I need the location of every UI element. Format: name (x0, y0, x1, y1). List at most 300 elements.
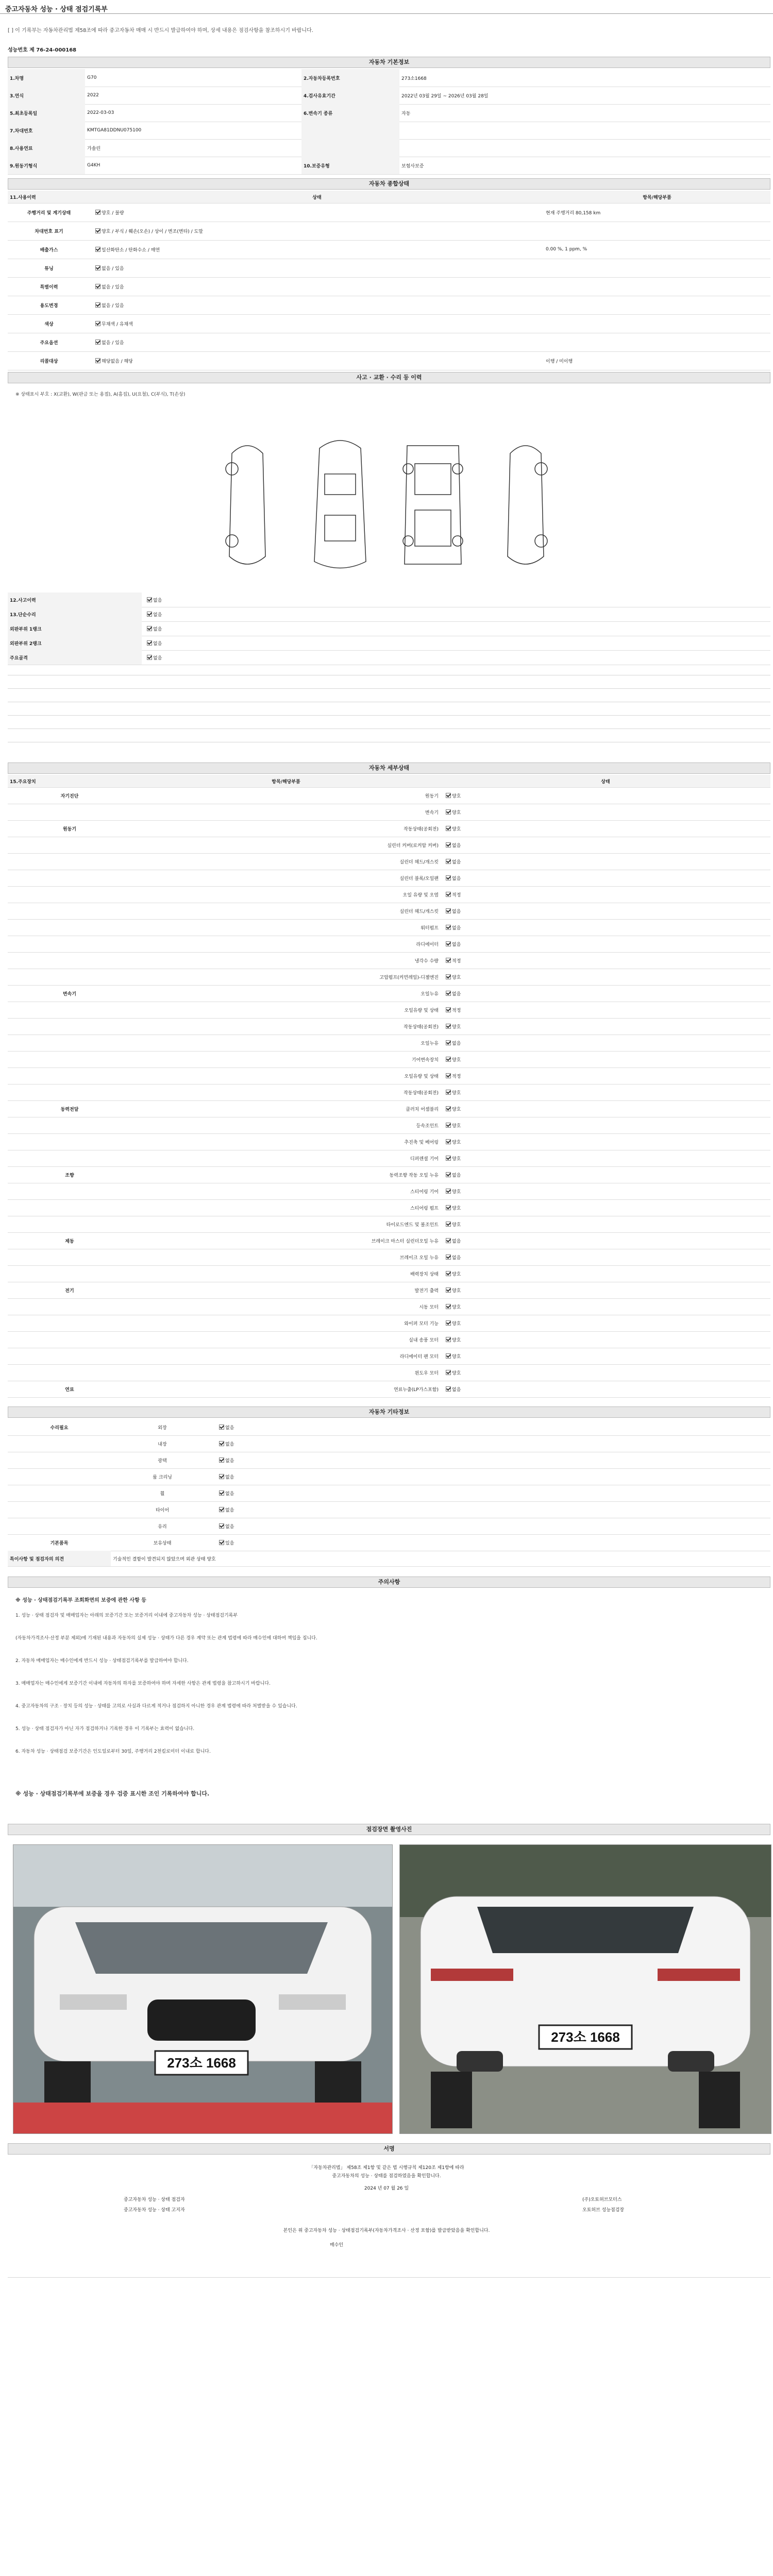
detail-row (8, 1249, 770, 1266)
damage-row (8, 636, 770, 651)
general-item: 주요옵션 (40, 340, 58, 346)
other-row (8, 1501, 770, 1518)
damage-grid-line (8, 688, 770, 689)
detail-state (441, 969, 770, 985)
detail-item: 오일누유 (421, 991, 439, 997)
basic-row (8, 157, 770, 175)
detail-state-text: 없음 (452, 942, 461, 947)
detail-row (8, 1002, 770, 1019)
general-col-1: 11.사용이력 (10, 195, 36, 200)
rear-plate-text: 273소 1668 (551, 2029, 620, 2045)
other-state (214, 1485, 770, 1501)
damage-value (142, 650, 770, 665)
detail-state (441, 1117, 770, 1133)
general-row (8, 240, 770, 259)
detail-row (8, 936, 770, 953)
detail-row (8, 1216, 770, 1233)
damage-grid-line (8, 728, 770, 729)
damage-value-text: 없음 (153, 612, 162, 618)
detail-row (8, 1018, 770, 1035)
detail-category (8, 1035, 131, 1051)
general-row (8, 333, 770, 352)
detail-state (441, 886, 770, 903)
check-icon (446, 1189, 451, 1194)
notes-line: 3. 매매업자는 매수인에게 보증기간 이내에 자동차의 하자를 보증하여야 하며 자세한 사항은 관계 법령을 참고하시기 바랍니다. (15, 1681, 271, 1686)
detail-state (441, 853, 770, 870)
other-category (8, 1501, 111, 1518)
detail-category: 자기진단 (60, 793, 79, 799)
detail-row (8, 919, 770, 936)
check-icon (446, 941, 451, 946)
inspector-name: (주)오토허브모터스 (582, 2197, 622, 2202)
general-state (90, 296, 544, 314)
damage-value (142, 636, 770, 650)
detail-row (8, 1100, 770, 1117)
detail-state-text: 없음 (452, 1173, 461, 1178)
other-state (214, 1518, 770, 1534)
other-item: 내장 (158, 1442, 167, 1447)
check-icon (219, 1540, 224, 1545)
basic-value-2 (399, 122, 770, 139)
certificate-number: 성능번호 제 76-24-000168 (8, 47, 77, 53)
detail-item: 오일누유 (421, 1041, 439, 1046)
detail-row (8, 1381, 770, 1398)
basic-value: 2022 (87, 93, 99, 98)
check-icon (219, 1441, 224, 1446)
detail-category: 원동기 (62, 826, 77, 832)
detail-state-text: 양호 (452, 793, 461, 799)
basic-label-2: 2.자동차등록번호 (301, 69, 399, 87)
detail-category (8, 1002, 131, 1018)
basic-value-2: 보험사보증 (401, 163, 424, 169)
check-icon (446, 1106, 451, 1111)
check-icon (446, 908, 451, 913)
detail-item: 고압펌프(커먼레일)-디젤엔진 (379, 975, 439, 980)
check-icon (446, 991, 451, 996)
detail-row (8, 853, 770, 870)
general-state (90, 259, 544, 277)
basic-value: 가솔린 (87, 146, 101, 151)
detail-state-text: 양호 (452, 1370, 461, 1376)
opinion-value: 기술적인 결함이 발견되지 않았으며 외관 상태 양호 (113, 1556, 216, 1562)
sign-line-1: 「자동차관리법」 제58조 제1항 및 같은 법 시행규칙 제120조 제1항에 따라 (309, 2165, 464, 2171)
basic-label-2 (301, 122, 399, 139)
other-item: 유리 (158, 1524, 167, 1530)
notes-line: 6. 자동차 성능 · 상태점검 보증기간은 인도일로부터 30일, 주행거리 2천킬로미터 이내로 합니다. (15, 1749, 211, 1754)
basic-row (8, 69, 770, 87)
detail-row (8, 837, 770, 854)
detail-category (8, 952, 131, 969)
detail-state (441, 936, 770, 952)
detail-category (8, 1067, 131, 1084)
check-icon (446, 1255, 451, 1260)
detail-state (441, 787, 770, 804)
damage-value-text: 없음 (153, 626, 162, 632)
detail-row (8, 1232, 770, 1249)
other-item: 휠 (160, 1491, 165, 1497)
basic-label: 8.사용연료 (8, 139, 85, 157)
detail-state-text: 양호 (452, 1304, 461, 1310)
detail-state (441, 1315, 770, 1331)
detail-state-text: 없음 (452, 991, 461, 997)
general-state-text: 없음 / 있음 (102, 303, 124, 309)
detail-state-text: 양호 (452, 975, 461, 980)
damage-row (8, 592, 770, 607)
basic-value: G70 (87, 75, 97, 80)
check-icon (95, 247, 100, 252)
other-category (8, 1518, 111, 1534)
other-category: 수리필요 (50, 1425, 69, 1431)
detail-item: 클러치 어셈블리 (406, 1107, 439, 1112)
detail-item: 윈도우 모터 (414, 1370, 439, 1376)
check-icon (446, 1090, 451, 1095)
detail-item: 실린더 블록/오일팬 (399, 876, 439, 882)
check-icon (219, 1523, 224, 1529)
detail-item: 브레이크 오일 누유 (399, 1255, 439, 1261)
detail-state-text: 양호 (452, 1222, 461, 1228)
general-note: 현재 주행거리 80,158 km (546, 210, 601, 216)
detail-category (8, 1150, 131, 1166)
basic-row (8, 87, 770, 105)
detail-state (441, 1067, 770, 1084)
check-icon (446, 1370, 451, 1375)
detail-row (8, 969, 770, 986)
damage-label: 13.단순수리 (8, 607, 142, 621)
detail-category (8, 969, 131, 985)
damage-row (8, 621, 770, 636)
damage-label: 12.사고이력 (8, 592, 142, 607)
check-icon (95, 340, 100, 345)
section-basic-header: 자동차 기본정보 (8, 57, 770, 68)
detail-row (8, 787, 770, 804)
detail-state (441, 1216, 770, 1232)
section-detail-header: 자동차 세부상태 (8, 762, 770, 774)
detail-state-text: 없음 (452, 843, 461, 849)
basic-value-2: 273소1668 (401, 76, 427, 81)
detail-item: 라디에이터 팬 모터 (399, 1354, 439, 1360)
notes-line: 1. 성능 · 상태 점검자 및 매매업자는 아래의 보증기간 또는 보증거리 이내에 중고자동차 성능 · 상태점검기록부 (15, 1613, 238, 1618)
check-icon (446, 925, 451, 930)
sign-line-2: 중고자동차의 성능 · 상태를 점검하였음을 확인합니다. (332, 2174, 441, 2179)
other-state-text: 없음 (225, 1442, 234, 1447)
detail-item: 타이로드엔드 및 볼조인트 (386, 1222, 439, 1228)
detail-row (8, 820, 770, 837)
detail-row (8, 1035, 770, 1052)
detail-state (441, 919, 770, 936)
detail-item: 실내 송풍 모터 (409, 1337, 439, 1343)
detail-state-text: 없음 (452, 1041, 461, 1046)
detail-category (8, 903, 131, 919)
general-item: 용도변경 (40, 303, 58, 309)
damage-value-text: 없음 (153, 641, 162, 647)
notes-line: 2. 자동차 매매업자는 매수인에게 반드시 성능 · 상태점검기록부를 발급하여야 합니다. (15, 1658, 189, 1664)
page-title: 중고자동차 성능 · 상태 점검기록부 (5, 6, 108, 13)
detail-state-text: 없음 (452, 1255, 461, 1261)
detail-item: 연료누출(LP가스포함) (393, 1387, 439, 1393)
other-row (8, 1435, 770, 1452)
other-state (214, 1419, 770, 1435)
other-state-text: 없음 (225, 1458, 234, 1464)
other-state (214, 1534, 770, 1551)
basic-label-2: 4.검사유효기간 (301, 87, 399, 104)
detail-state-text: 양호 (452, 1090, 461, 1096)
detail-state-text: 적정 (452, 1074, 461, 1079)
other-state-text: 없음 (225, 1425, 234, 1431)
detail-item: 시동 모터 (419, 1304, 439, 1310)
other-row (8, 1485, 770, 1502)
detail-row (8, 886, 770, 903)
check-icon (446, 958, 451, 963)
title-bar (0, 0, 773, 14)
buyer-label: 매수인 (330, 2243, 344, 2248)
check-icon (95, 302, 100, 308)
detail-item: 워터펌프 (421, 925, 439, 931)
check-icon (446, 1040, 451, 1045)
detail-state (441, 1348, 770, 1364)
general-note (544, 333, 770, 351)
detail-col-2: 항목/해당부품 (272, 779, 300, 785)
detail-item: 작동상태(공회전) (404, 1024, 439, 1030)
detail-category (8, 1265, 131, 1282)
check-icon (219, 1458, 224, 1463)
check-icon (446, 1156, 451, 1161)
check-icon (446, 1172, 451, 1177)
inspector-label: 중고자동차 성능 · 상태 점검자 (124, 2197, 185, 2202)
damage-value (142, 607, 770, 621)
other-row (8, 1518, 770, 1535)
check-icon (147, 640, 152, 646)
detail-item: 배력장치 상태 (410, 1272, 439, 1277)
detail-category (8, 804, 131, 820)
detail-category (8, 1018, 131, 1035)
notes-emphasis: ※ 성능 · 상태점검기록부에 보증을 경우 검증 표시한 조인 기록하여야 합니다. (15, 1790, 210, 1797)
general-item: 리콜대상 (40, 359, 58, 364)
check-icon (219, 1507, 224, 1512)
general-row (8, 296, 770, 315)
detail-category (8, 1315, 131, 1331)
check-icon (446, 826, 451, 831)
detail-state (441, 1002, 770, 1018)
check-icon (446, 793, 451, 798)
check-icon (446, 1123, 451, 1128)
detail-item: 실린더 헤드/개스킷 (399, 909, 439, 914)
general-row (8, 222, 770, 241)
check-icon (446, 1287, 451, 1293)
detail-item: 실린더 커버(로커암 커버) (387, 843, 439, 849)
basic-value-2: 자동 (401, 111, 411, 116)
notes-line: 5. 성능 · 상태 점검자가 아닌 자가 점검하거나 기록한 경우 이 기록부는 효력이 없습니다. (15, 1726, 195, 1732)
general-state-text: 양호 / 부식 / 훼손(오손) / 상이 / 변조(변타) / 도말 (102, 229, 203, 234)
detail-category: 변속기 (62, 991, 77, 997)
general-note (544, 314, 770, 333)
basic-row (8, 104, 770, 122)
check-icon (219, 1474, 224, 1479)
detail-state-text: 양호 (452, 1107, 461, 1112)
detail-row (8, 1183, 770, 1200)
detail-state (441, 1331, 770, 1348)
detail-category (8, 886, 131, 903)
other-category (8, 1452, 111, 1468)
general-row (8, 277, 770, 296)
section-notes-header: 주의사항 (8, 1577, 770, 1588)
check-icon (147, 655, 152, 660)
check-icon (446, 1205, 451, 1210)
detail-item: 등속조인트 (416, 1123, 439, 1129)
footer-divider (8, 2277, 770, 2278)
detail-item: 냉각수 수량 (414, 958, 439, 964)
detail-state (441, 1282, 770, 1298)
front-photo (13, 1844, 393, 2134)
basic-label-2: 10.보증유형 (301, 157, 399, 174)
detail-category (8, 853, 131, 870)
other-category (8, 1435, 111, 1452)
detail-state (441, 1035, 770, 1051)
general-row (8, 351, 770, 370)
check-icon (95, 228, 100, 233)
detail-row (8, 1331, 770, 1348)
detail-row (8, 1348, 770, 1365)
opinion-row (8, 1551, 770, 1567)
detail-category (8, 1331, 131, 1348)
detail-category (8, 1364, 131, 1381)
check-icon (446, 1007, 451, 1012)
detail-state (441, 870, 770, 886)
other-state (214, 1468, 770, 1485)
check-icon (95, 210, 100, 215)
detail-item: 디퍼렌셜 기어 (410, 1156, 439, 1162)
detail-category: 제동 (65, 1239, 74, 1244)
general-row (8, 314, 770, 333)
other-row (8, 1468, 770, 1485)
detail-row (8, 1315, 770, 1332)
other-row (8, 1419, 770, 1436)
detail-state (441, 903, 770, 919)
detail-category (8, 870, 131, 886)
detail-category (8, 1183, 131, 1199)
check-icon (147, 626, 152, 631)
general-state-text: 없음 / 있음 (102, 340, 124, 346)
general-item: 색상 (44, 321, 54, 327)
damage-value (142, 621, 770, 636)
detail-state-text: 없음 (452, 1239, 461, 1244)
detail-category (8, 1298, 131, 1315)
detail-item: 원동기 (425, 793, 439, 799)
detail-row (8, 1133, 770, 1150)
detail-item: 변속기 (425, 810, 439, 816)
detail-category (8, 1051, 131, 1067)
detail-category: 전기 (65, 1288, 74, 1294)
general-state (90, 333, 544, 351)
check-icon (95, 265, 100, 270)
detail-category (8, 1348, 131, 1364)
detail-category (8, 1249, 131, 1265)
detail-item: 스티어링 기어 (410, 1189, 439, 1195)
general-header-row (8, 191, 770, 204)
general-item: 특별이력 (40, 284, 58, 290)
other-state (214, 1501, 770, 1518)
general-state (90, 222, 544, 240)
section-sign-header: 서명 (8, 2143, 770, 2155)
other-state (214, 1452, 770, 1468)
general-note: 이행 / 미이행 (546, 359, 573, 364)
detail-item: 추진축 및 베어링 (404, 1140, 439, 1145)
detail-category (8, 1084, 131, 1100)
detail-state-text: 양호 (452, 1206, 461, 1211)
general-state-text: 없음 / 있음 (102, 266, 124, 272)
detail-state (441, 1084, 770, 1100)
detail-category (8, 1133, 131, 1150)
detail-state-text: 없음 (452, 1387, 461, 1393)
general-col-3: 항목/해당부품 (643, 195, 671, 200)
detail-item: 작동상태(공회전) (404, 826, 439, 832)
other-category (8, 1485, 111, 1501)
detail-state (441, 985, 770, 1002)
general-item: 차대번호 표기 (35, 229, 63, 234)
detail-state-text: 적정 (452, 892, 461, 898)
general-state-text: 해당없음 / 해당 (102, 359, 133, 364)
basic-value: 2022-03-03 (87, 110, 114, 115)
opinion-label: 특이사항 및 점검자의 의견 (8, 1551, 111, 1566)
detail-category: 연료 (65, 1387, 74, 1393)
detail-state-text: 양호 (452, 1337, 461, 1343)
detail-state-text: 양호 (452, 810, 461, 816)
other-item: 타이어 (155, 1507, 170, 1513)
detail-row (8, 870, 770, 887)
damage-legend: ※ 상태표시 부호 : X(교환), W(판금 또는 용접), A(흠집), U(요철), C(부식), T(손상) (15, 392, 186, 397)
detail-category (8, 919, 131, 936)
check-icon (446, 809, 451, 815)
basic-value-2 (399, 139, 770, 157)
check-icon (219, 1425, 224, 1430)
check-icon (95, 321, 100, 326)
check-icon (95, 284, 100, 289)
basic-label-2 (301, 139, 399, 157)
other-state-text: 없음 (225, 1475, 234, 1480)
detail-item: 오일 유량 및 오염 (402, 892, 439, 898)
general-state (90, 314, 544, 333)
detail-row (8, 1067, 770, 1084)
check-icon (446, 1024, 451, 1029)
other-item: 광택 (158, 1458, 167, 1464)
detail-col-1: 15.주요장치 (10, 779, 36, 785)
check-icon (147, 597, 152, 602)
detail-state (441, 1265, 770, 1282)
check-icon (446, 1271, 451, 1276)
detail-state (441, 1199, 770, 1216)
detail-state (441, 1183, 770, 1199)
check-icon (446, 842, 451, 848)
detail-state (441, 1364, 770, 1381)
check-icon (446, 859, 451, 864)
detail-row (8, 1199, 770, 1216)
detail-item: 브레이크 마스터 실린더오일 누유 (371, 1239, 439, 1244)
detail-state-text: 적정 (452, 1008, 461, 1013)
basic-row (8, 139, 770, 157)
check-icon (446, 1139, 451, 1144)
detail-state (441, 1133, 770, 1150)
detail-row (8, 1084, 770, 1101)
detail-state (441, 1381, 770, 1397)
detail-state (441, 1100, 770, 1117)
detail-state-text: 양호 (452, 1321, 461, 1327)
general-note (544, 259, 770, 277)
detail-state-text: 양호 (452, 1354, 461, 1360)
detail-state (441, 1249, 770, 1265)
detail-state (441, 1232, 770, 1249)
check-icon (219, 1490, 224, 1496)
detail-state-text: 없음 (452, 925, 461, 931)
other-item: 외장 (158, 1425, 167, 1431)
